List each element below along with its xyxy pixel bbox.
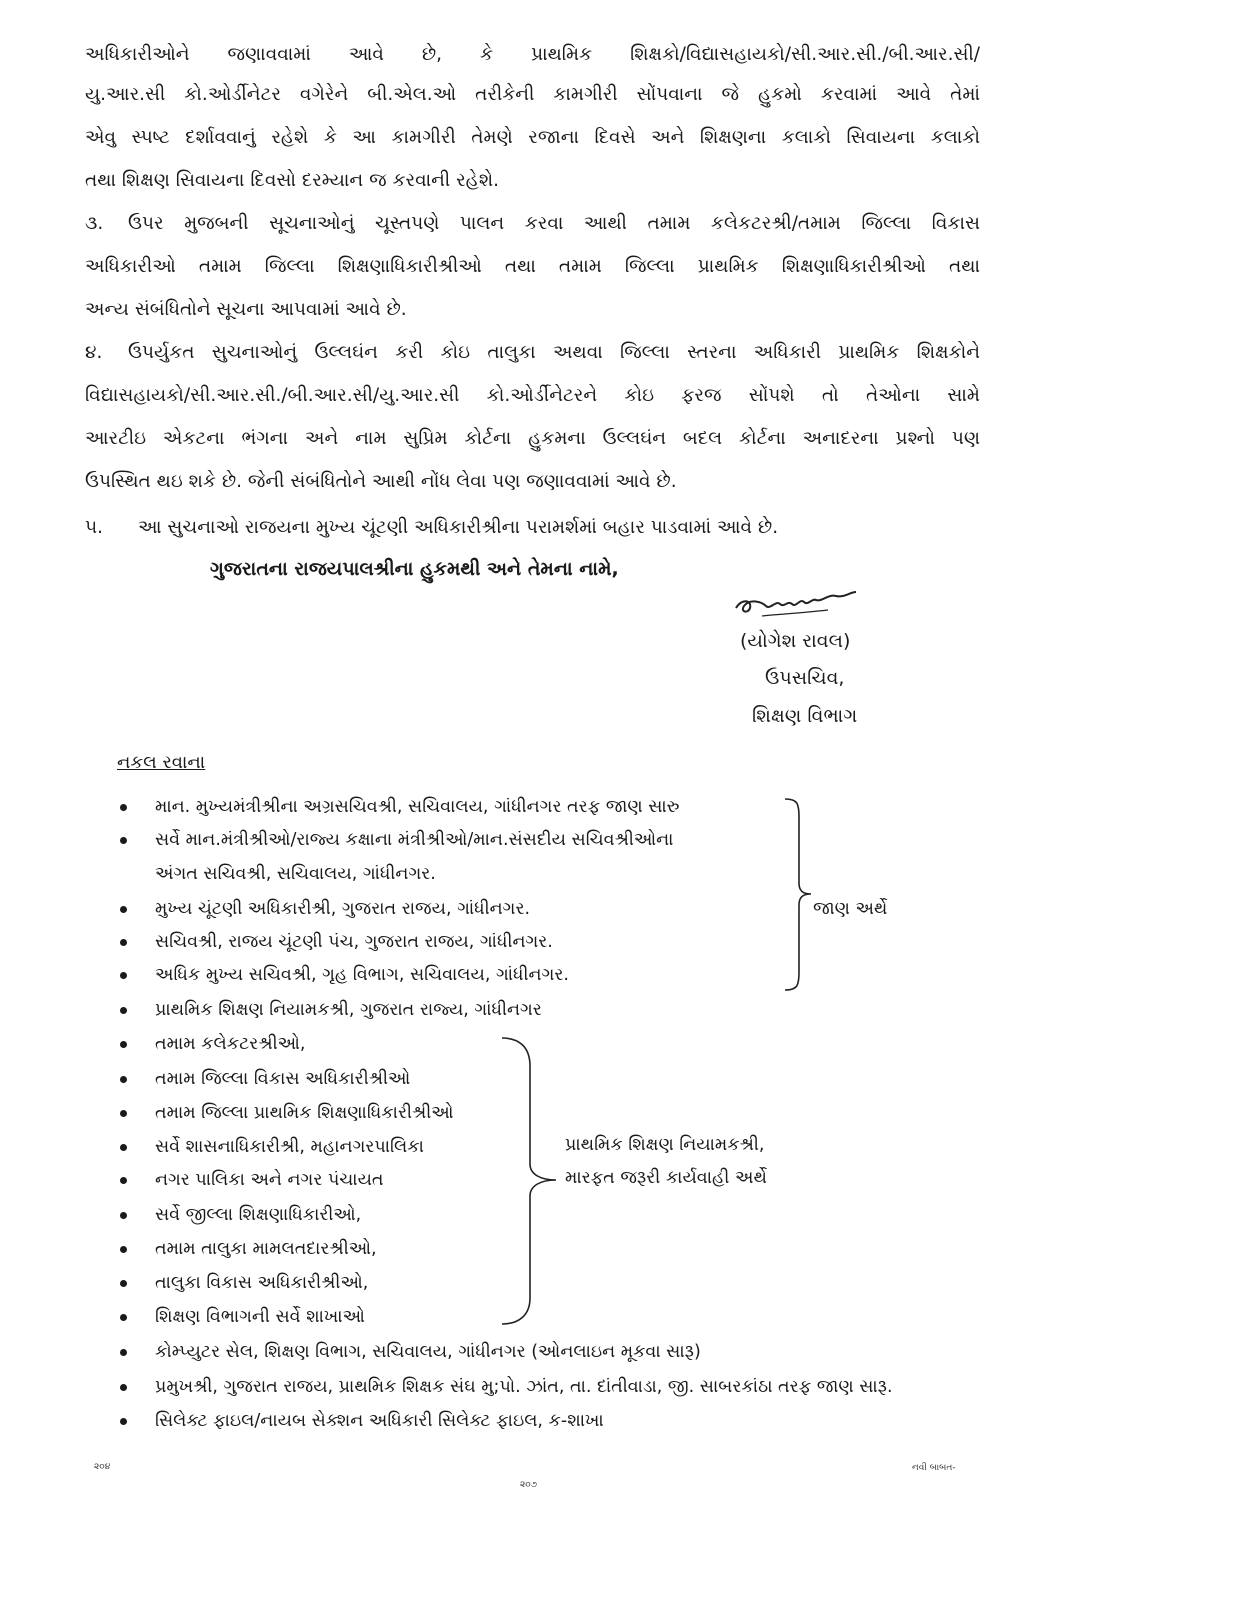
signatory-department: શિક્ષણ વિભાગ (752, 705, 858, 727)
recipient-item: સચિવશ્રી, રાજય ચૂંટણી પંચ, ગુજરાત રાજય, ગાંધીનગર. (155, 932, 553, 952)
bullet-icon (120, 1280, 127, 1287)
recipient-item: તાલુકા વિકાસ અધિકારીશ્રીઓ, (155, 1273, 369, 1293)
recipient-item: અધિક મુખ્ય સચિવશ્રી, ગૃહ વિભાગ, સચિવાલય, ગાંધીનગર. (155, 965, 569, 985)
bullet-icon (120, 1418, 127, 1425)
bullet-icon (120, 1007, 127, 1014)
para4-number: ૪. (85, 342, 103, 363)
para3-number: ૩. (85, 213, 104, 234)
body-line-4: તથા શિક્ષણ સિવાયના દિવસો દરમ્યાન જ કરવાની રહેશે. (85, 170, 499, 191)
bullet-icon (120, 1110, 127, 1117)
info-note: જાણ અર્થે (813, 899, 888, 919)
signature-image (732, 586, 862, 626)
para4-line-1: ઉપર્યુકત સુચનાઓનું ઉલ્લઘંન કરી કોઇ તાલુકા અથવા જિલ્લા સ્તરના અધિકારી પ્રાથમિક શિક્ષકોને (128, 342, 980, 363)
recipient-item: સર્વે શાસનાધિકારીશ્રી, મહાનગરપાલિકા (155, 1137, 424, 1157)
bullet-icon (120, 1076, 127, 1083)
bullet-icon (120, 939, 127, 946)
bullet-icon (120, 1314, 127, 1321)
bullet-icon (120, 1144, 127, 1151)
recipient-item: નગર પાલિકા અને નગર પંચાયત (155, 1170, 384, 1190)
bullet-icon (120, 1041, 127, 1048)
action-brace (500, 1036, 560, 1326)
para4-line-4: ઉપસ્થિત થઇ શકે છે. જેની સંબંધિતોને આથી નોંધ લેવા પણ જણાવવામાં આવે છે. (85, 471, 677, 492)
para3-line-1: ઉપર મુજબની સૂચનાઓનું ચૂસ્તપણે પાલન કરવા આથી તમામ કલેકટરશ્રી/તમામ જિલ્લા વિકાસ (128, 213, 980, 234)
bullet-icon (120, 1177, 127, 1184)
recipient-item: પ્રમુખશ્રી, ગુજરાત રાજય, પ્રાથમિક શિક્ષક સંઘ મુ;પો. ઝાંત, તા. દાંતીવાડા, જી. સાબરકાંઠા તરફ જાણ સારૂ. (155, 1377, 893, 1397)
body-line-1: અધિકારીઓને જણાવવામાં આવે છે, કે પ્રાથમિક શિક્ષકો/વિદ્યાસહાયકો/સી.આર.સી./બી.આર.સી/ (85, 44, 980, 65)
para5-line: આ સુચનાઓ રાજયના મુખ્ય ચૂંટણી અધિકારીશ્રીના પરામર્શમાં બહાર પાડવામાં આવે છે. (138, 517, 779, 538)
recipient-item: સર્વે જીલ્લા શિક્ષણાધિકારીઓ, (155, 1205, 362, 1225)
footer-center: ૨૦૭ (520, 1480, 537, 1490)
recipient-item: તમામ કલેકટરશ્રીઓ, (155, 1034, 306, 1054)
para3-line-2: અધિકારીઓ તમામ જિલ્લા શિક્ષણાધિકારીશ્રીઓ તથા તમામ જિલ્લા પ્રાથમિક શિક્ષણાધિકારીશ્રીઓ તથા (85, 256, 980, 277)
recipient-item: પ્રાથમિક શિક્ષણ નિયામકશ્રી, ગુજરાત રાજ્ય, ગાંધીનગર (155, 1000, 542, 1020)
order-line: ગુજરાતના રાજયપાલશ્રીના હુકમથી અને તેમના નામે, (210, 558, 619, 580)
bullet-icon (120, 1384, 127, 1391)
footer-left: ૨૦૪ (94, 1462, 111, 1472)
recipient-item: તમામ જિલ્લા પ્રાથમિક શિક્ષણાધિકારીશ્રીઓ (155, 1103, 454, 1123)
bullet-icon (120, 1246, 127, 1253)
bullet-icon (120, 1349, 127, 1356)
info-brace (783, 797, 813, 992)
bullet-icon (120, 837, 127, 844)
bullet-icon (120, 972, 127, 979)
para4-line-2: વિદ્યાસહાયકો/સી.આર.સી./બી.આર.સી/યુ.આર.સી કો.ઓર્ડીનેટરને કોઇ ફરજ સોંપશે તો તેઓના સામે (85, 385, 980, 406)
body-line-3: એવુ સ્પષ્ટ દર્શાવવાનું રહેશે કે આ કામગીરી તેમણે રજાના દિવસે અને શિક્ષણના કલાકો સિવાયના કલાકો (85, 127, 980, 148)
action-note-line2: મારફત જરૂરી કાર્યવાહી અર્થે (565, 1168, 767, 1188)
recipient-item: સિલેક્ટ ફાઇલ/નાયબ સેક્શન અધિકારી સિલેક્ટ ફાઇલ, ક-શાખા (155, 1411, 604, 1431)
recipient-item: કોમ્પ્યુટર સેલ, શિક્ષણ વિભાગ, સચિવાલય, ગાંધીનગર (ઓનલાઇન મૂકવા સારૂ) (155, 1342, 701, 1362)
action-note-line1: પ્રાથમિક શિક્ષણ નિયામકશ્રી, (565, 1135, 765, 1155)
para4-line-3: આરટીઇ એકટના ભંગના અને નામ સુપ્રિમ કોર્ટના હુકમના ઉલ્લઘંન બદલ કોર્ટના અનાદરના પ્રશ્નો પણ (85, 428, 980, 449)
footer-right: નવી બાબત- (912, 1463, 956, 1473)
recipient-item: અંગત સચિવશ્રી, સચિવાલય, ગાંધીનગર. (155, 864, 436, 884)
bullet-icon (120, 906, 127, 913)
para3-line-3: અન્ય સંબંધિતોને સૂચના આપવામાં આવે છે. (85, 299, 407, 320)
para5-number: ૫. (85, 517, 104, 538)
copy-heading: નકલ રવાના (117, 752, 206, 773)
bullet-icon (120, 804, 127, 811)
recipient-item: તમામ જિલ્લા વિકાસ અધિકારીશ્રીઓ (155, 1069, 411, 1089)
bullet-icon (120, 1212, 127, 1219)
recipient-item: માન. મુખ્યમંત્રીશ્રીના અગ્રસચિવશ્રી, સચિવાલય, ગાંધીનગર તરફ જાણ સારુ (155, 797, 680, 817)
recipient-item: મુખ્ય ચૂંટણી અધિકારીશ્રી, ગુજરાત રાજય, ગાંધીનગર. (155, 899, 531, 919)
recipient-item: શિક્ષણ વિભાગની સર્વે શાખાઓ (155, 1307, 365, 1327)
signatory-designation: ઉપસચિવ, (765, 667, 845, 689)
signatory-name: (યોગેશ રાવલ) (740, 630, 851, 652)
recipient-item: તમામ તાલુકા મામલતદારશ્રીઓ, (155, 1239, 377, 1259)
body-line-2: યુ.આર.સી કો.ઓર્ડીનેટર વગેરેને બી.એલ.ઓ તરીકેની કામગીરી સોંપવાના જે હુકમો કરવામાં આવે તેમાં (85, 84, 980, 105)
recipient-item: સર્વે માન.મંત્રીશ્રીઓ/રાજ્ય કક્ષાના મંત્રીશ્રીઓ/માન.સંસદીય સચિવશ્રીઓના (155, 830, 674, 850)
